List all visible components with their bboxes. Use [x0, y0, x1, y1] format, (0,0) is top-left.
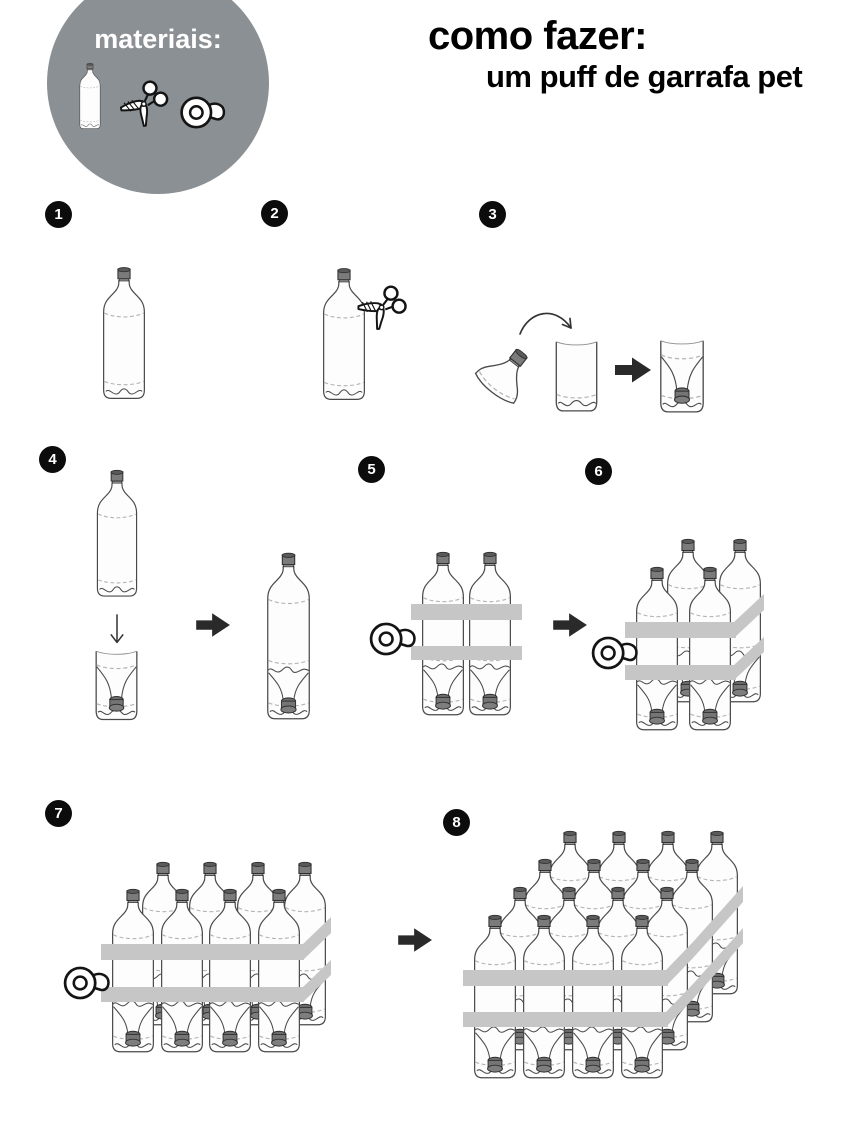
tape-band [101, 944, 304, 960]
curved-arrow-icon [520, 313, 571, 334]
step-3-badge: 3 [479, 201, 506, 228]
scissors-icon [358, 287, 405, 329]
right-arrow-icon [398, 928, 432, 951]
bottle-icon [104, 268, 145, 399]
tape-band [463, 970, 668, 986]
tape-roll-icon [371, 624, 414, 654]
reinforced-base-icon [661, 341, 703, 412]
scissors-icon [117, 79, 172, 130]
page-subtitle: um puff de garrafa pet [486, 59, 803, 94]
step-7-art [65, 862, 331, 1051]
right-arrow-icon [196, 613, 230, 636]
step-2-art [324, 269, 406, 400]
tape-band [463, 1012, 668, 1027]
bottle-top-piece-icon [473, 337, 542, 406]
step-8-art [398, 831, 743, 1077]
step-4-badge: 4 [39, 446, 66, 473]
tape-band [411, 646, 522, 660]
down-arrow-icon [111, 615, 123, 643]
page-title: como fazer: [428, 14, 647, 58]
tape-band [411, 604, 522, 620]
bottle-bottom-piece-icon [556, 342, 596, 411]
tape-band [625, 622, 736, 638]
tape-roll-icon [182, 98, 224, 127]
bottle-icon [97, 470, 136, 596]
tape-band [101, 987, 304, 1002]
step-5-badge: 5 [358, 456, 385, 483]
materials-icons [80, 63, 224, 130]
step-5-art [371, 552, 522, 714]
step-1-badge: 1 [45, 201, 72, 228]
step-2-badge: 2 [261, 200, 288, 227]
step-6-art [553, 539, 764, 729]
right-arrow-icon [553, 613, 587, 636]
reinforced-base-icon [96, 651, 137, 719]
bottle-unit [423, 552, 464, 714]
step-7-badge: 7 [45, 800, 72, 827]
step-1-art [104, 268, 145, 399]
step-4-art [96, 470, 309, 719]
step-3-art [473, 313, 704, 411]
tape-band [625, 665, 736, 680]
bottle-icon [324, 269, 365, 400]
materials-label: materiais: [94, 24, 222, 54]
bottle-unit [268, 553, 310, 719]
pet-bottle-icon [80, 63, 100, 128]
step-6-badge: 6 [585, 458, 612, 485]
right-arrow-icon [615, 358, 651, 383]
bottle-unit [470, 552, 511, 714]
tape-roll-icon [593, 638, 636, 668]
step-8-badge: 8 [443, 809, 470, 836]
